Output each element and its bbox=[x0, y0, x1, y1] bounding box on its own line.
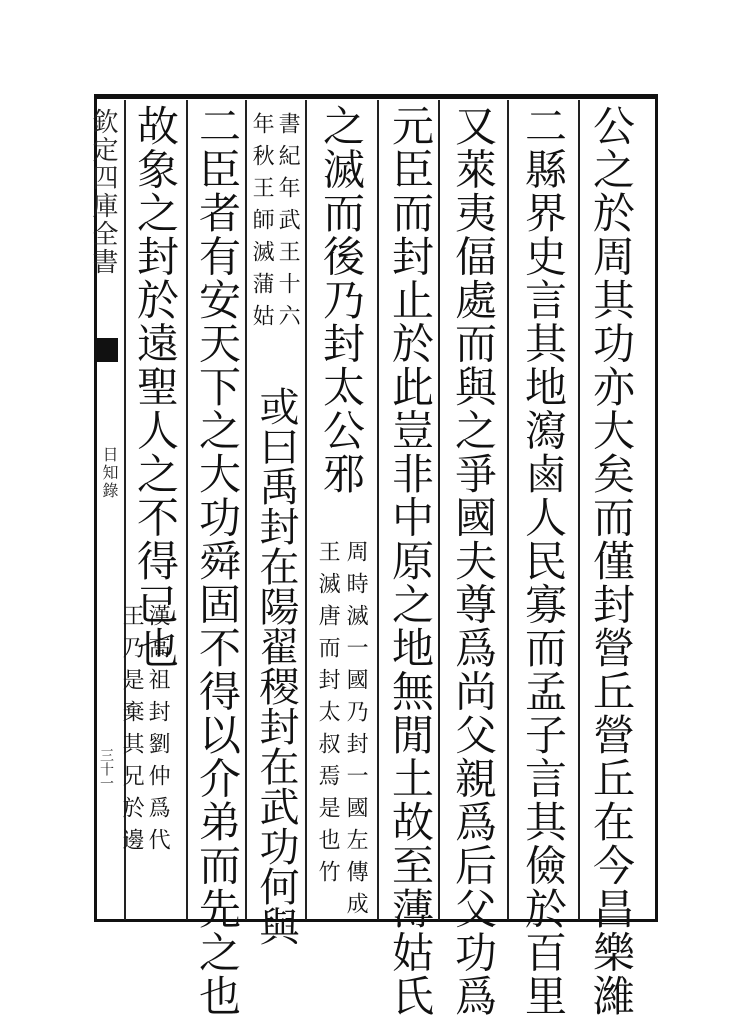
margin-book-title: 欽定四庫全書 bbox=[88, 108, 118, 276]
column-rule bbox=[507, 100, 509, 920]
text-column-3: 又萊夷偪處而與之爭國夫尊爲尚父親爲后父功爲 bbox=[449, 104, 498, 1018]
text-column-1: 公之於周其功亦大矣而僅封營丘營丘在今昌樂濰 bbox=[587, 104, 636, 1018]
column-rule bbox=[245, 100, 247, 920]
annotation-left: 年秋王師滅蒲姑 bbox=[249, 112, 275, 336]
text-column-7: 二臣者有安天下之大功舜固不得以介弟而先之也 bbox=[193, 104, 242, 1018]
annotation-right: 漢高祖封劉仲爲代 bbox=[145, 604, 171, 860]
frame-top-border bbox=[94, 94, 658, 99]
annotation-right: 書紀年武王十六 bbox=[275, 112, 301, 336]
column-rule bbox=[377, 100, 379, 920]
annotation-left: 王滅唐而封太叔焉是也竹 bbox=[315, 540, 341, 892]
column-rule bbox=[305, 100, 307, 920]
fishtail-mark bbox=[96, 338, 118, 362]
text-column-5-main: 之滅而後乃封太公邪 bbox=[317, 104, 366, 496]
annotation-right: 周時滅一國乃封一國左傳成 bbox=[343, 540, 369, 924]
text-column-6-main: 或曰禹封在陽翟稷封在武功何與 bbox=[253, 386, 299, 946]
annotation-left: 王乃是棄其兄於邊 bbox=[119, 604, 145, 860]
text-column-4: 元臣而封止於此豈非中原之地無閒土故至薄姑氏 bbox=[386, 104, 435, 1018]
column-rule bbox=[578, 100, 580, 920]
margin-book-name: 日知錄 bbox=[100, 446, 119, 500]
column-rule bbox=[186, 100, 188, 920]
text-column-8-main: 故象之封於遠聖人之不得已也 bbox=[131, 104, 180, 670]
margin-page-number: 三十一 bbox=[98, 748, 114, 790]
text-column-2: 二縣界史言其地瀉鹵人民寡而孟子言其儉於百里 bbox=[519, 104, 568, 1018]
column-rule bbox=[438, 100, 440, 920]
